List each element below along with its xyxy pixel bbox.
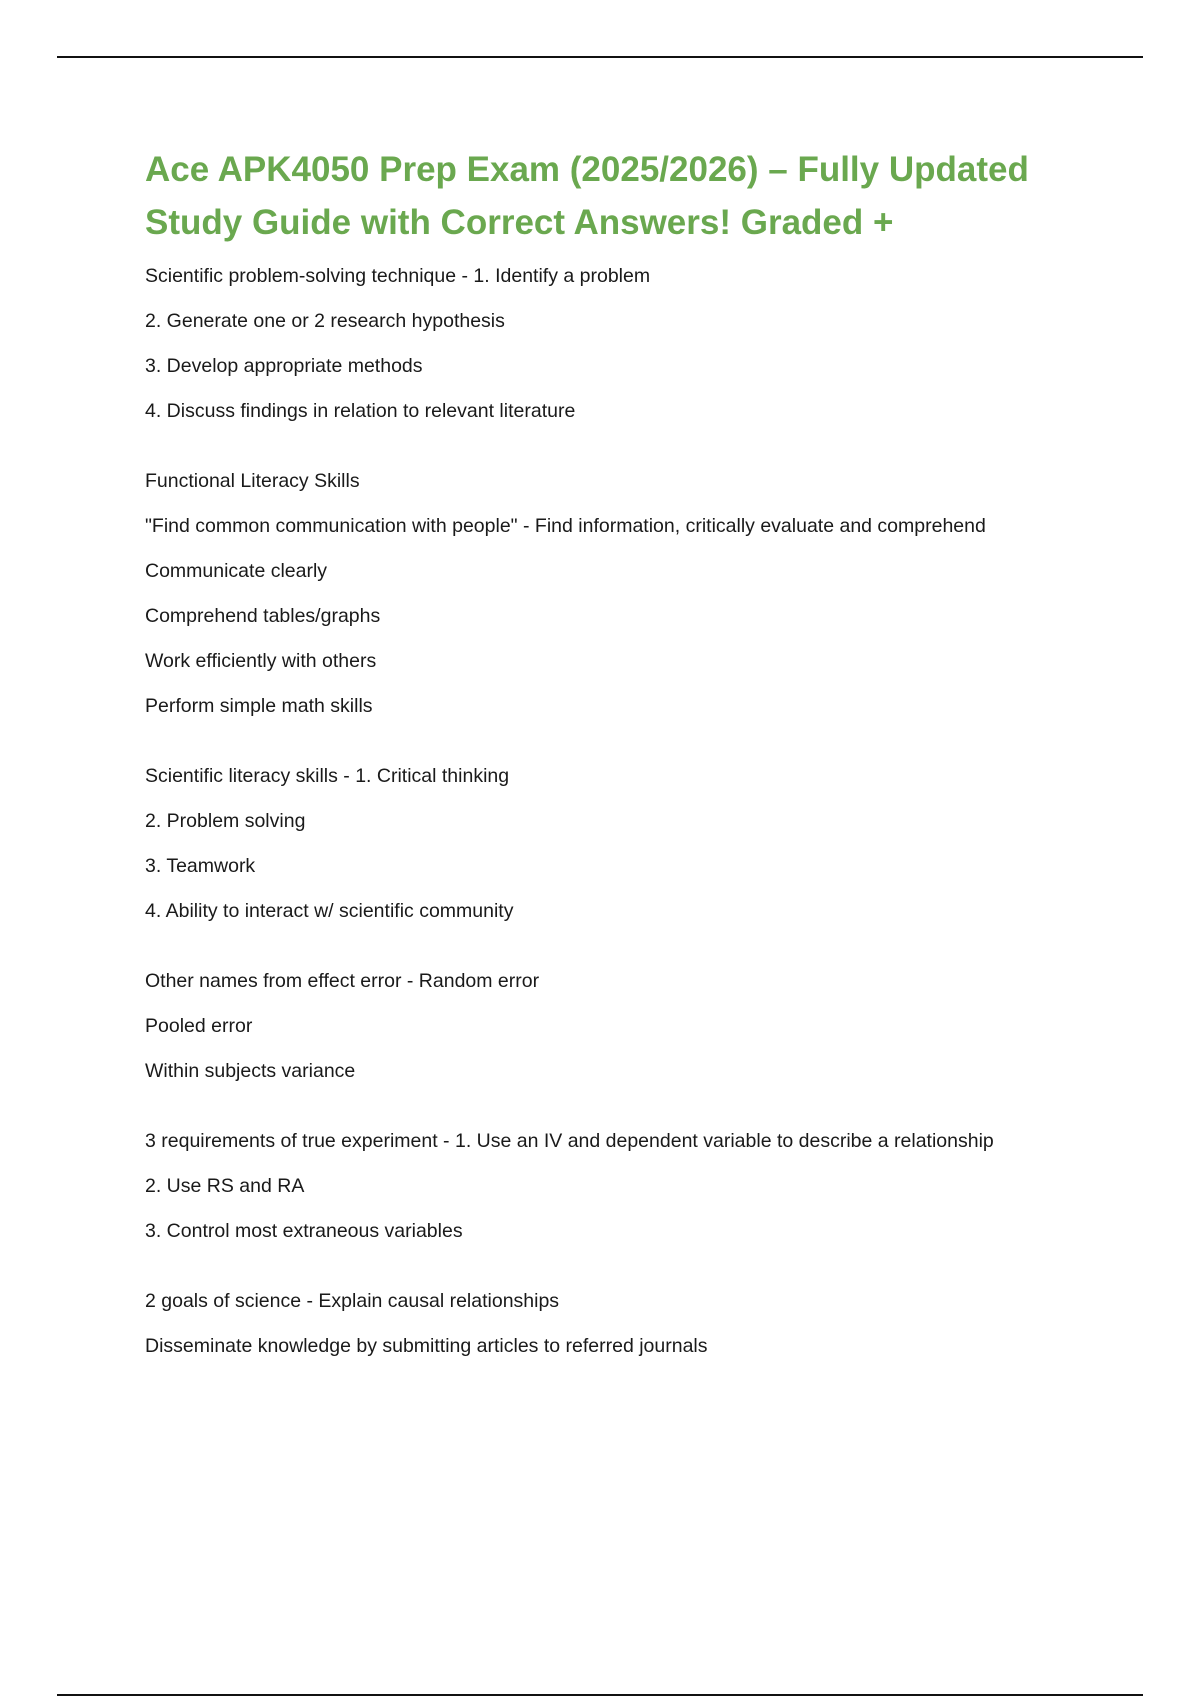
qa-block-true-experiment <box>145 1129 1105 1244</box>
text-line: Scientific literacy skills - 1. Critical thinking <box>145 765 510 787</box>
text-line: "Find common communication with people" - Find information, critically evaluate and comprehend <box>145 515 986 537</box>
text-line: Communicate clearly <box>145 560 328 582</box>
qa-block-functional-literacy <box>145 469 1105 719</box>
text-line: Functional Literacy Skills <box>145 470 360 492</box>
text-line: 3. Develop appropriate methods <box>145 355 423 377</box>
document-title: Ace APK4050 Prep Exam (2025/2026) – Fully Updated Study Guide with Correct Answers! Graded + <box>145 150 1029 242</box>
text-line: Perform simple math skills <box>145 695 373 717</box>
text-line: Pooled error <box>145 1015 253 1037</box>
text-line: Disseminate knowledge by submitting articles to referred journals <box>145 1335 708 1357</box>
text-line: 4. Discuss findings in relation to relevant literature <box>145 400 576 422</box>
text-line: 3. Teamwork <box>145 855 256 877</box>
text-line: 4. Ability to interact w/ scientific community <box>145 900 514 922</box>
qa-block-scientific-literacy <box>145 764 1105 924</box>
text-line: 2. Generate one or 2 research hypothesis <box>145 310 505 332</box>
text-line: 2. Problem solving <box>145 810 306 832</box>
text-line: Comprehend tables/graphs <box>145 605 381 627</box>
document-body <box>145 264 1105 1404</box>
text-line: Within subjects variance <box>145 1060 356 1082</box>
text-line: 3 requirements of true experiment - 1. Use an IV and dependent variable to describe a relationship <box>145 1130 994 1152</box>
qa-block-goals-of-science <box>145 1289 1105 1359</box>
qa-block-problem-solving <box>145 264 1105 424</box>
top-divider <box>57 56 1143 58</box>
bottom-divider <box>57 1694 1143 1696</box>
text-line: Work efficiently with others <box>145 650 377 672</box>
text-line: 3. Control most extraneous variables <box>145 1220 463 1242</box>
text-line: 2 goals of science - Explain causal relationships <box>145 1290 560 1312</box>
qa-block-effect-error <box>145 969 1105 1084</box>
text-line: Scientific problem-solving technique - 1. Identify a problem <box>145 265 651 287</box>
text-line: 2. Use RS and RA <box>145 1175 305 1197</box>
text-line: Other names from effect error - Random error <box>145 970 540 992</box>
